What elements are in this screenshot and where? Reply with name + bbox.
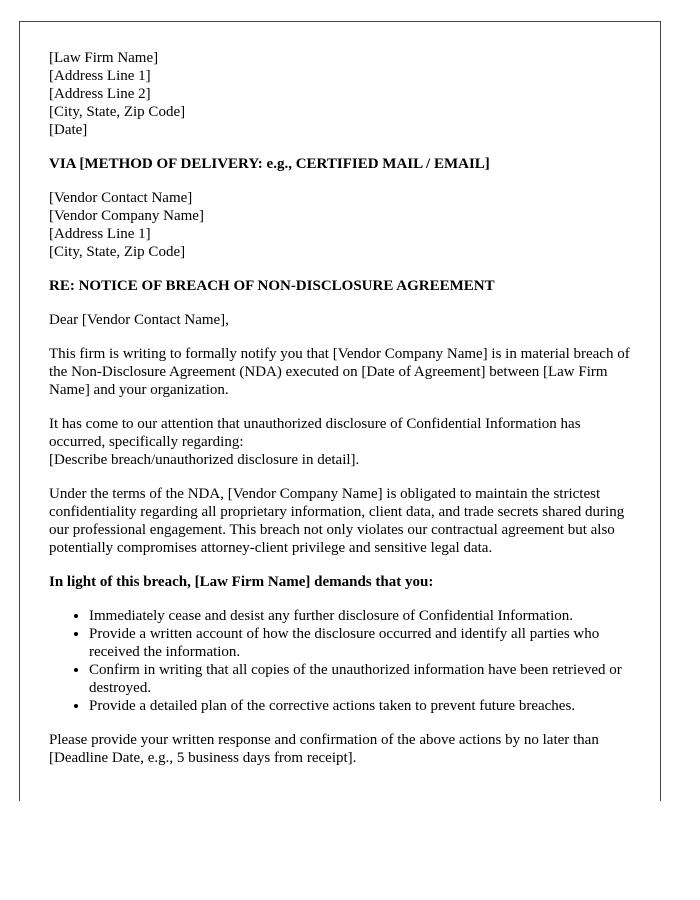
recipient-company-name: [Vendor Company Name] xyxy=(49,208,204,224)
recipient-address-line-1: [Address Line 1] xyxy=(49,226,151,242)
list-item: • Provide a detailed plan of the corrective actions taken to prevent future breaches. xyxy=(89,697,639,715)
list-item: • Immediately cease and desist any further disclosure of Confidential Information. xyxy=(89,607,639,625)
demands-heading: In light of this breach, [Law Firm Name] demands that you: xyxy=(49,574,434,590)
letter-page xyxy=(19,21,661,801)
subject-line: RE: NOTICE OF BREACH OF NON-DISCLOSURE AGREEMENT xyxy=(49,278,495,294)
delivery-method: VIA [METHOD OF DELIVERY: e.g., CERTIFIED MAIL / EMAIL] xyxy=(49,156,490,172)
demands-list xyxy=(49,607,639,715)
recipient-contact-name: [Vendor Contact Name] xyxy=(49,190,193,206)
list-item: • Confirm in writing that all copies of the unauthorized information have been retrieved or destroyed. xyxy=(89,661,639,697)
sender-address-line-1: [Address Line 1] xyxy=(49,68,151,84)
letter-content xyxy=(49,49,639,767)
recipient-block xyxy=(49,189,639,261)
body-paragraph-breach-description: [Describe breach/unauthorized disclosure in detail]. xyxy=(49,452,360,468)
sender-address-line-2: [Address Line 2] xyxy=(49,86,151,102)
body-paragraph-notice: This firm is writing to formally notify you that [Vendor Company Name] is in material breach of the Non-Disclosure Agreement (NDA) executed on [Date of Agreement] between [Law Firm Name] and your organization. xyxy=(49,346,630,398)
letter-date: [Date] xyxy=(49,122,88,138)
closing-paragraph: Please provide your written response and confirmation of the above actions by no later than [Deadline Date, e.g., 5 business days from receipt]. xyxy=(49,732,599,766)
list-item: • Provide a written account of how the disclosure occurred and identify all parties who received the information. xyxy=(89,625,639,661)
sender-firm-name: [Law Firm Name] xyxy=(49,50,159,66)
body-paragraph-obligations: Under the terms of the NDA, [Vendor Company Name] is obligated to maintain the strictest confidentiality regarding all proprietary information, client data, and trade secrets shared during our professional engagement. This breach not only violates our contractual agreement but also potentially compromises attorney-client privilege and sensitive legal data. xyxy=(49,486,625,556)
sender-block xyxy=(49,49,639,139)
body-paragraph-disclosure: It has come to our attention that unauthorized disclosure of Confidential Information has occurred, specifically regarding: xyxy=(49,416,581,450)
recipient-city-state-zip: [City, State, Zip Code] xyxy=(49,244,186,260)
salutation: Dear [Vendor Contact Name], xyxy=(49,312,229,328)
sender-city-state-zip: [City, State, Zip Code] xyxy=(49,104,186,120)
